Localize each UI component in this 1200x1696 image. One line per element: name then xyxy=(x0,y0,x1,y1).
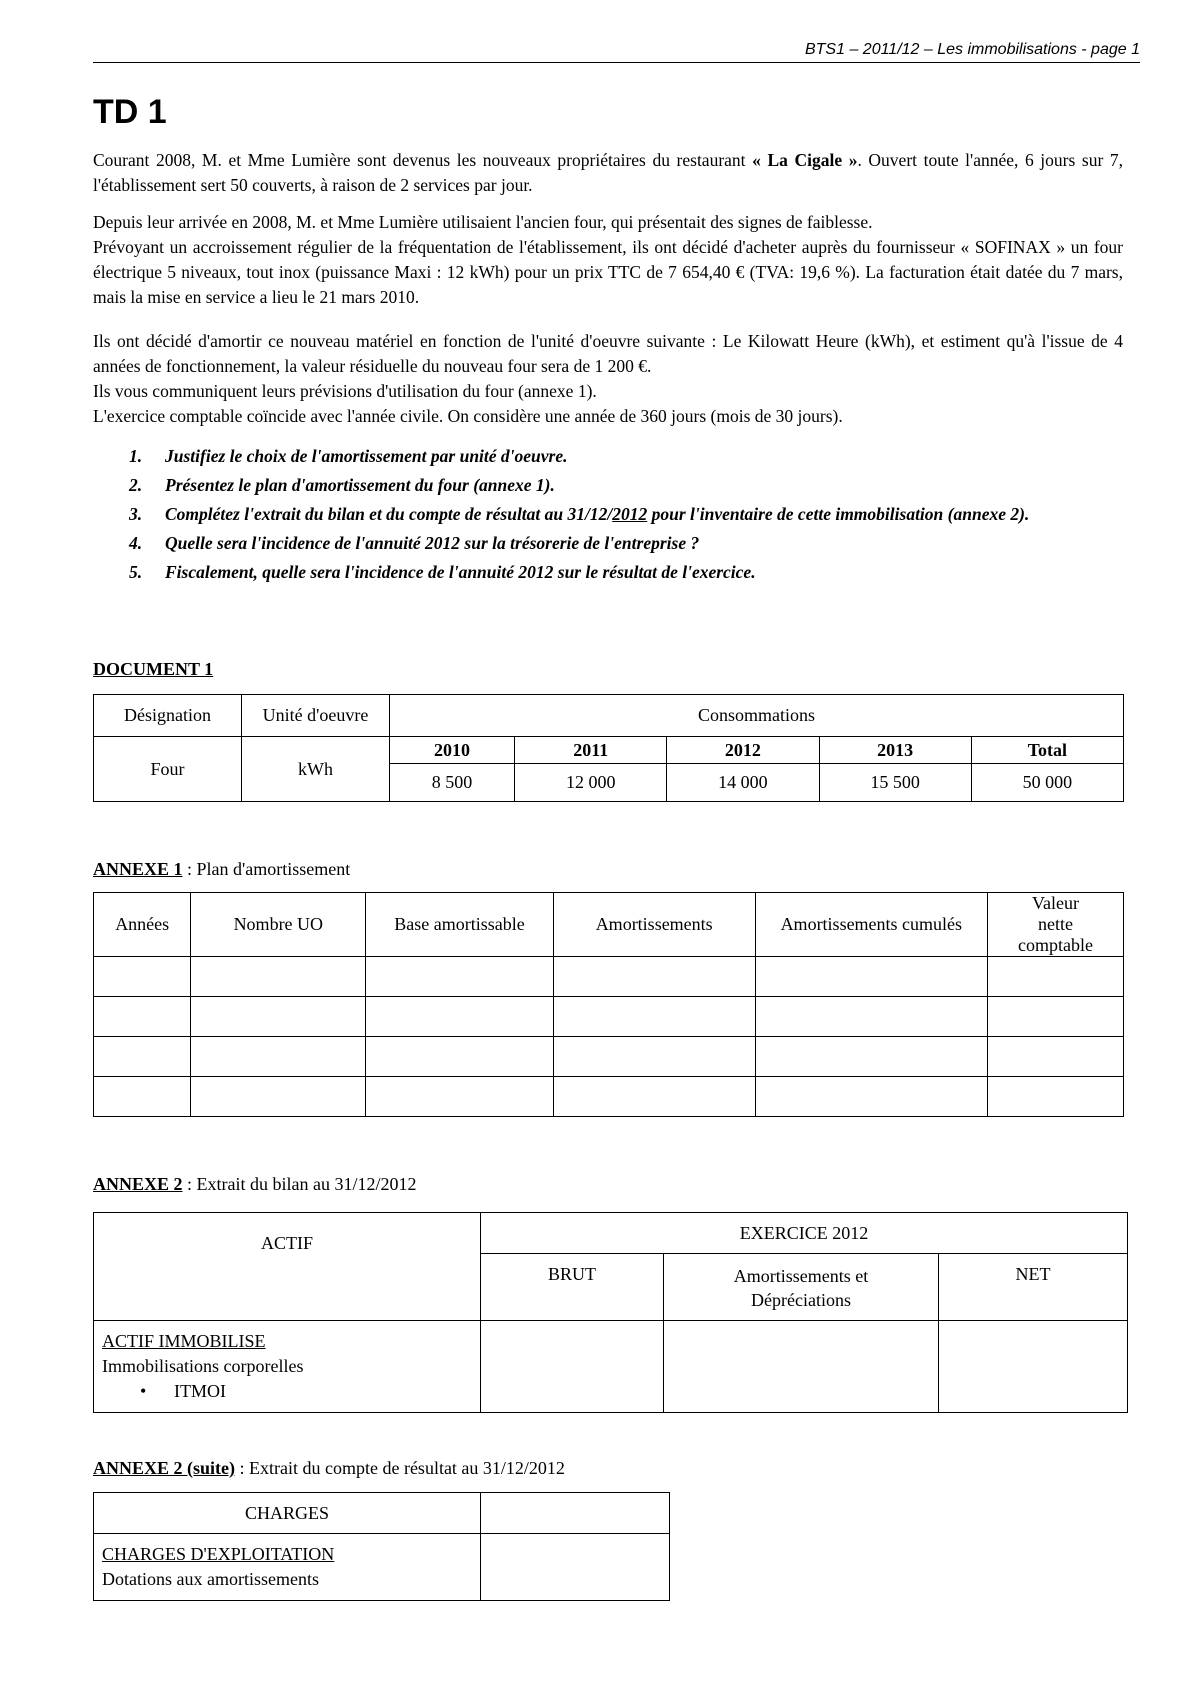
annexe2b-charges-cell xyxy=(94,1534,481,1601)
intro-paragraph-3 xyxy=(93,329,1123,429)
annexe2-brut-header: BRUT xyxy=(481,1254,664,1321)
annexe2-amort-header: Amortissements et Dépréciations xyxy=(664,1254,939,1321)
table-row xyxy=(94,957,1124,997)
page-header: BTS1 – 2011/12 – Les immobilisations - page 1 xyxy=(93,40,1140,63)
annexe2-net-header: NET xyxy=(939,1254,1128,1321)
doc1-value: 50 000 xyxy=(971,764,1123,802)
intro-p2-line2: Prévoyant un accroissement régulier de la fréquentation de l'établissement, ils ont décidé d'acheter auprès du fournisseur « SOFINAX » un four électrique 5 niveaux, tout inox (puissance Maxi : 12 kWh) pour un prix TTC de 7 654,40 € (TVA: 19,6 %). La facturation était datée du 7 mars, mais la mise en service a lieu le 21 mars 2010. xyxy=(93,237,1123,307)
doc1-header-consommations: Consommations xyxy=(390,695,1124,737)
annexe1-table xyxy=(93,892,1124,1117)
intro-p3-line2: Ils vous communiquent leurs prévisions d'utilisation du four (annexe 1). xyxy=(93,381,597,401)
annexe2-amort-cell xyxy=(664,1321,939,1413)
intro-p3-line3: L'exercice comptable coïncide avec l'année civile. On considère une année de 360 jours (mois de 30 jours). xyxy=(93,406,843,426)
doc1-year: 2013 xyxy=(819,737,971,764)
annexe2-exercice-header: EXERCICE 2012 xyxy=(481,1213,1128,1254)
page-title: TD 1 xyxy=(93,93,167,131)
question-item: 4. Quelle sera l'incidence de l'annuité 2012 sur la trésorerie de l'entreprise ? xyxy=(129,533,700,553)
annexe2-actif-cell xyxy=(94,1321,481,1413)
doc1-value: 15 500 xyxy=(819,764,971,802)
annexe1-col-header: Amortissements xyxy=(553,893,755,957)
intro-p2-line1: Depuis leur arrivée en 2008, M. et Mme Lumière utilisaient l'ancien four, qui présentait des signes de faiblesse. xyxy=(93,212,873,232)
document-page xyxy=(93,0,1140,1696)
intro-paragraph-1 xyxy=(93,148,1123,198)
annexe2-suite-label: ANNEXE 2 (suite) : Extrait du compte de résultat au 31/12/2012 xyxy=(93,1458,565,1478)
doc1-value: 12 000 xyxy=(515,764,667,802)
annexe1-label: ANNEXE 1 : Plan d'amortissement xyxy=(93,859,351,879)
question-item: 5. Fiscalement, quelle sera l'incidence de l'annuité 2012 sur le résultat de l'exercice. xyxy=(129,562,756,582)
annexe2b-value-cell xyxy=(481,1534,670,1601)
document1-label: DOCUMENT 1 xyxy=(93,659,214,679)
annexe1-col-header: Années xyxy=(94,893,191,957)
annexe2-actif-header: ACTIF xyxy=(94,1213,481,1321)
table-row xyxy=(94,1077,1124,1117)
doc1-year: Total xyxy=(971,737,1123,764)
annexe2b-charges-header: CHARGES xyxy=(94,1493,481,1534)
table-row xyxy=(94,1037,1124,1077)
doc1-year: 2011 xyxy=(515,737,667,764)
annexe1-col-header: Base amortissable xyxy=(366,893,554,957)
annexe2-bilan-table xyxy=(93,1212,1128,1413)
immobilisations-corporelles-label: Immobilisations corporelles xyxy=(102,1356,304,1376)
doc1-header-designation: Désignation xyxy=(94,695,242,737)
intro-p1-end: . Ouvert toute l'année, 6 jours sur 7, l'établissement sert 50 couverts, à raison de 2 services par jour. xyxy=(93,150,1123,195)
doc1-year: 2010 xyxy=(390,737,515,764)
question-item: 2. Présentez le plan d'amortissement du four (annexe 1). xyxy=(129,475,555,495)
annexe2-net-cell xyxy=(939,1321,1128,1413)
doc1-value: 8 500 xyxy=(390,764,515,802)
table-row xyxy=(94,997,1124,1037)
questions-list xyxy=(93,444,1123,589)
doc1-year: 2012 xyxy=(667,737,819,764)
annexe2-brut-cell xyxy=(481,1321,664,1413)
document1-table xyxy=(93,694,1124,802)
annexe2b-empty-header xyxy=(481,1493,670,1534)
doc1-row-unite: kWh xyxy=(242,737,390,802)
charges-exploitation-label: CHARGES D'EXPLOITATION xyxy=(102,1544,335,1564)
restaurant-name: « La Cigale » xyxy=(752,150,858,170)
annexe1-col-header: Amortissements cumulés xyxy=(755,893,987,957)
intro-p3-line1: Ils ont décidé d'amortir ce nouveau matériel en fonction de l'unité d'oeuvre suivante : Le Kilowatt Heure (kWh), et estiment qu'à l'issue de 4 années de fonctionnement, la valeur résiduelle du nouveau four sera de 1 200 €. xyxy=(93,331,1123,376)
intro-p1-start: Courant 2008, M. et Mme Lumière sont devenus les nouveaux propriétaires du restaurant xyxy=(93,150,753,170)
question-item: 1. Justifiez le choix de l'amortissement par unité d'oeuvre. xyxy=(129,446,568,466)
question-item: 3. Complétez l'extrait du bilan et du compte de résultat au 31/12/2012 pour l'inventaire de cette immobilisation (annexe 2). xyxy=(129,504,1030,524)
doc1-header-unite: Unité d'oeuvre xyxy=(242,695,390,737)
doc1-value: 14 000 xyxy=(667,764,819,802)
annexe2-resultat-table xyxy=(93,1492,670,1601)
doc1-row-designation: Four xyxy=(94,737,242,802)
annexe1-col-header: Nombre UO xyxy=(191,893,366,957)
annexe2-label: ANNEXE 2 : Extrait du bilan au 31/12/2012 xyxy=(93,1174,417,1194)
itmoi-item: • ITMOI xyxy=(102,1379,480,1404)
actif-immobilise-label: ACTIF IMMOBILISE xyxy=(102,1331,266,1351)
intro-paragraph-2 xyxy=(93,210,1123,310)
bullet-icon: • xyxy=(140,1381,147,1401)
dotations-label: Dotations aux amortissements xyxy=(102,1569,319,1589)
annexe1-col-header: Valeur nette comptable xyxy=(988,893,1124,957)
